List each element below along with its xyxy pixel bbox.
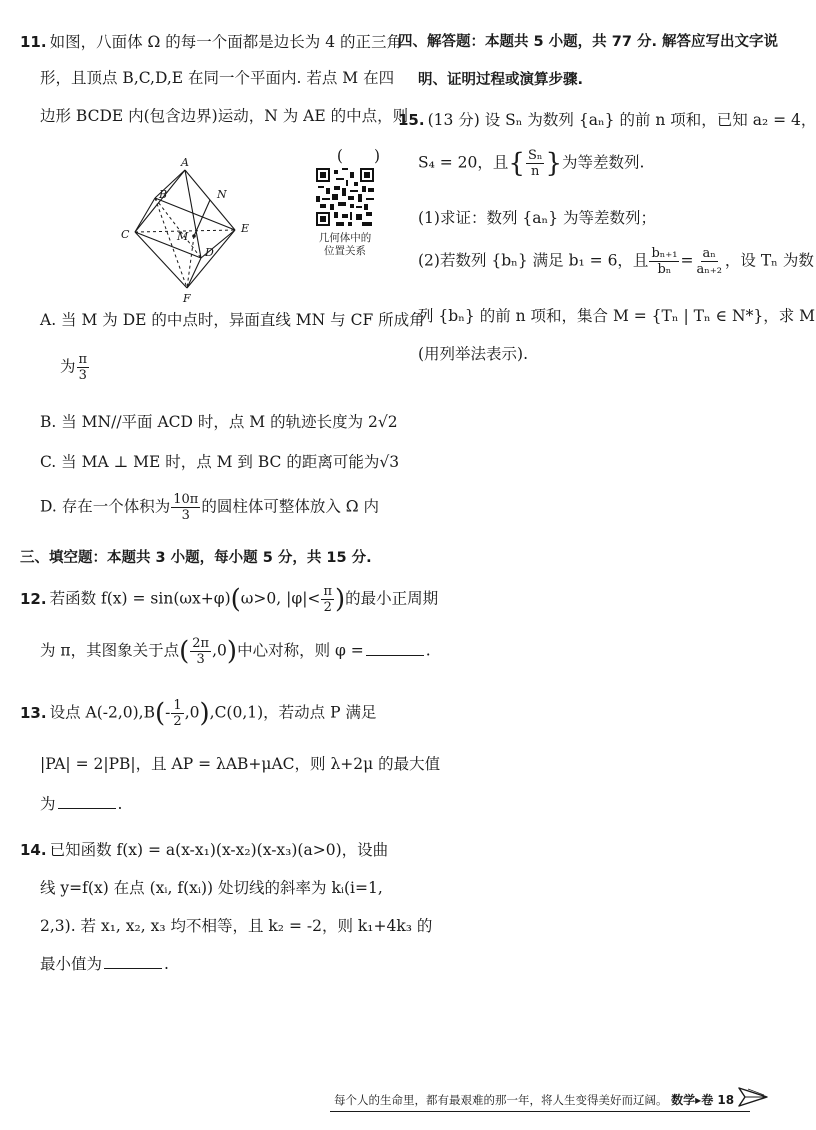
question-13: 13. 设点 A(-2,0),B(- $\frac{1}{2}$ ,0),C(0,1)，若动点 P 满足 |PA| = 2|PB|，且 AP = λAB+μAC，则 λ+2μ 的最大值 为 .	[20, 698, 441, 813]
question-12: 12. 若函数 f(x) = sin(ωx+φ)(ω>0, |φ|< $\frac{\pi}{2}$ )的最小正周期 为 π，其图象关于点( $\frac{2\pi}{3}$ ,0)中心对称，则 φ = .	[20, 584, 439, 667]
question-13-line-3: 为	[40, 795, 56, 813]
question-13-line-2: |PA| = 2|PB|，且 AP = λAB+μAC，则 λ+2μ 的最大值	[40, 755, 441, 773]
footer-arrow: ▸	[695, 1093, 702, 1107]
section-3-heading: 三、填空题：本题共 3 小题，每小题 5 分，共 15 分.	[20, 550, 372, 566]
paper-plane-icon	[738, 1085, 768, 1111]
question-12-line-1a: 若函数 f(x) = sin(ωx+φ)	[49, 589, 231, 608]
question-15-sn-fraction: $\frac{\text{Sₙ}}{n}$	[527, 148, 543, 179]
qr-code-icon[interactable]	[316, 168, 374, 226]
question-14-line-2: 线 y=f(x) 在点 (xᵢ, f(xᵢ)) 处切线的斜率为 kᵢ(i=1,	[40, 879, 383, 897]
question-15-part-1: (1)求证：数列 {aₙ} 为等差数列；	[418, 209, 656, 227]
question-14-number: 14.	[20, 841, 47, 859]
question-11-line-2: 形，且顶点 B,C,D,E 在同一个平面内. 若点 M 在四	[40, 69, 395, 87]
question-14-line-3: 2,3). 若 x₁, x₂, x₃ 均不相等，且 k₂ = -2，则 k₁+4k₃ 的	[40, 917, 433, 935]
question-15-part-2b: ，设 Tₙ 为数	[724, 251, 814, 270]
option-b: B. 当 MN//平面 ACD 时，点 M 的轨迹长度为 2	[40, 413, 378, 431]
answer-paren: ( )	[336, 147, 380, 165]
option-a-fraction: $\frac{\pi}{3}$	[78, 352, 88, 383]
figure-label-f: F	[183, 292, 191, 305]
option-a-line-1: A. 当 M 为 DE 的中点时，异面直线 MN 与 CF 所成角	[40, 311, 425, 329]
question-14: 14. 已知函数 f(x) = a(x-x₁)(x-x₂)(x-x₃)(a>0)，设曲 线 y=f(x) 在点 (xᵢ, f(xᵢ)) 处切线的斜率为 kᵢ(i=1, 2,3). 若 x₁, x₂, x₃ 均不相等，且 k₂ = -2，则 k₁+4k₃ 的 最小值为 .	[20, 841, 433, 973]
figure-label-e: E	[241, 222, 250, 235]
left-column	[20, 30, 441, 980]
figure-label-a: A	[181, 156, 189, 169]
footer-paper-number: 卷 18	[701, 1093, 735, 1107]
question-13-line-1b: ,C(0,1)，若动点 P 满足	[209, 703, 377, 722]
question-12-condition: ω>0, |φ|<	[240, 589, 321, 608]
question-12-number: 12.	[20, 589, 47, 608]
question-15-line-2b: 为等差数列.	[562, 153, 645, 172]
option-b-root: √2	[377, 413, 398, 431]
question-15-line-4: 列 {bₙ} 的前 n 项和，集合 M = {Tₙ | Tₙ ∈ N*}，求 M	[418, 307, 816, 325]
question-11-line-3: 边形 BCDE 内(包含边界)运动，N 为 AE 的中点，则	[40, 107, 409, 125]
question-15-line-1: (13 分) 设 Sₙ 为数列 {aₙ} 的前 n 项和，已知 a₂ = 4，	[427, 111, 816, 129]
question-15-number: 15.	[398, 111, 425, 129]
question-13-answer-blank[interactable]	[58, 795, 116, 809]
question-14-line-1: 已知函数 f(x) = a(x-x₁)(x-x₂)(x-x₃)(a>0)，设曲	[49, 841, 389, 859]
footer-rule	[330, 1111, 750, 1112]
question-14-answer-blank[interactable]	[104, 955, 162, 969]
figure-label-c: C	[121, 228, 130, 241]
question-12-answer-blank[interactable]	[366, 642, 424, 656]
question-15: 15. (13 分) 设 Sₙ 为数列 {aₙ} 的前 n 项和，已知 a₂ = 4， S₄ = 20，且{ $\frac{\text{Sₙ}}{n}$ }为等差数列. (1)求证：数列 {aₙ} 为等差数列； (2)若数列 {bₙ} 满足 b₁ = 6，且 $\frac{\text{bₙ₊₁}}{\text{bₙ}}$ = $\frac{\text{aₙ}}{\text{aₙ₊₂}}$ ，设 Tₙ 为数 列 {bₙ} 的前 n 项和，集合 M = {Tₙ | Tₙ ∈ N*}，求 M (用列举法表示).	[398, 111, 816, 363]
qr-caption-line-2: 位置关系	[324, 245, 366, 257]
page-footer	[330, 1085, 780, 1115]
question-11-number: 11.	[20, 33, 47, 51]
option-d-line-2: 的圆柱体可整体放入 Ω 内	[201, 497, 380, 516]
figure-label-b: B	[159, 188, 168, 201]
figure-label-d: D	[205, 246, 214, 259]
question-12-point-fraction: $\frac{2\pi}{3}$	[192, 636, 210, 667]
section-4-heading-line-1: 四、解答题：本题共 5 小题，共 77 分. 解答应写出文字说	[398, 34, 779, 50]
figure-label-n: N	[217, 188, 227, 201]
footer-motto: 每个人的生命里，都有最艰难的那一年，将人生变得美好而辽阔。	[334, 1093, 668, 1107]
right-column	[398, 30, 816, 370]
option-d-line-1: D. 存在一个体积为	[40, 497, 171, 516]
figure-label-m: M	[177, 230, 189, 243]
footer-subject: 数学	[671, 1093, 696, 1107]
option-a-line-2: 为	[60, 357, 76, 376]
question-12-line-2a: 为 π，其图象关于点	[40, 641, 180, 660]
question-11-figure-area	[20, 146, 390, 305]
option-c: C. 当 MA ⊥ ME 时，点 M 到 BC 的距离可能为	[40, 453, 380, 471]
question-14-line-4: 最小值为	[40, 955, 103, 973]
section-4-heading-line-2: 明、证明过程或演算步骤.	[418, 72, 584, 88]
question-12-line-2b: 中心对称，则 φ =	[237, 641, 364, 660]
question-15-a-ratio: $\frac{\text{aₙ}}{\text{aₙ₊₂}}$	[696, 246, 722, 277]
question-15-line-2a: S₄ = 20，且	[418, 153, 509, 172]
question-13-b-fraction: $\frac{1}{2}$	[173, 698, 182, 729]
question-11-line-1: 如图，八面体 Ω 的每一个面都是边长为 4 的正三角	[49, 33, 403, 51]
question-15-b-ratio: $\frac{\text{bₙ₊₁}}{\text{bₙ}}$	[651, 246, 678, 277]
question-15-line-5: (用列举法表示).	[418, 345, 529, 363]
question-13-number: 13.	[20, 703, 47, 722]
option-d-fraction: $\frac{10\pi}{3}$	[173, 492, 199, 523]
question-15-part-2a: (2)若数列 {bₙ} 满足 b₁ = 6，且	[418, 251, 649, 270]
question-12-cond-fraction: $\frac{\pi}{2}$	[323, 584, 332, 615]
qr-caption-line-1: 几何体中的	[318, 232, 372, 244]
question-13-line-1a: 设点 A(-2,0),B	[49, 703, 155, 722]
question-12-line-1b: 的最小正周期	[345, 589, 439, 608]
option-c-root: √3	[379, 453, 400, 471]
